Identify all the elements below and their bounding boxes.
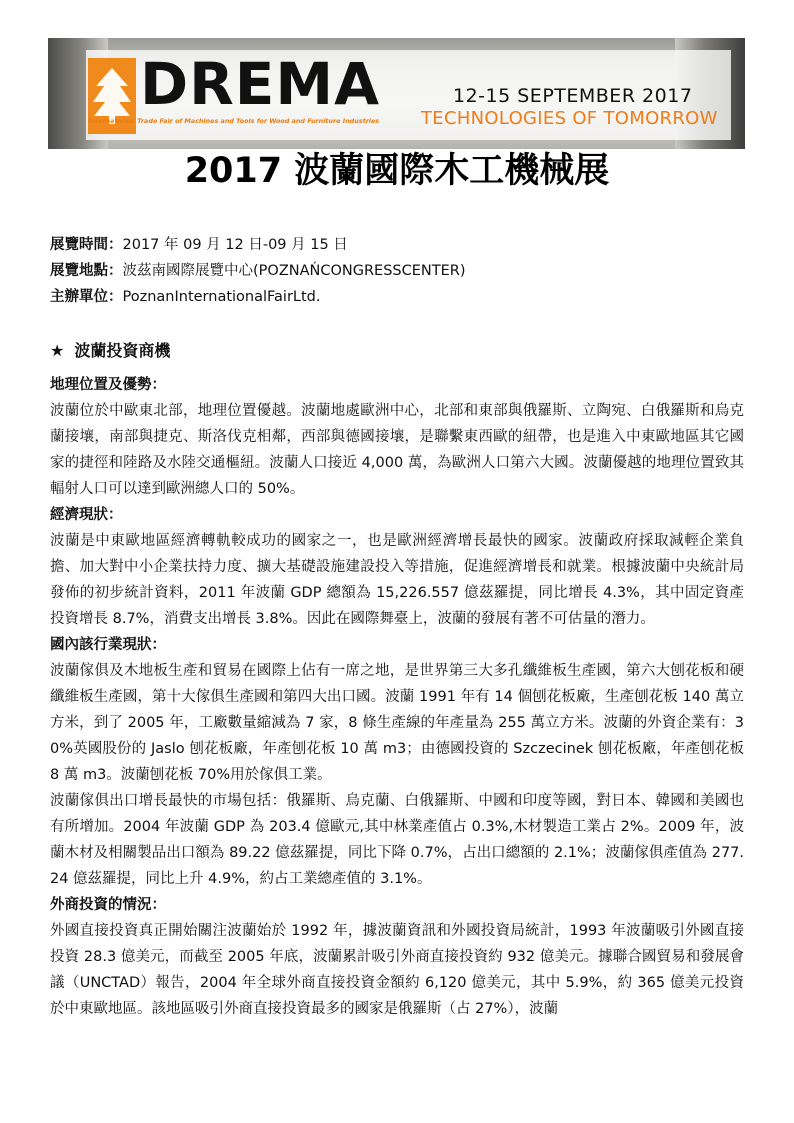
venue-label: 展覽地點：	[50, 263, 123, 279]
venue-value: 波茲南國際展覽中心(POZNAŃCONGRESSCENTER)	[122, 263, 466, 279]
time-label: 展覽時間：	[50, 237, 123, 253]
economy-paragraph: 波蘭是中東歐地區經濟轉軌較成功的國家之一，也是歐洲經濟增長最快的國家。波蘭政府採取減輕企業負擔、加大對中小企業扶持力度、擴大基礎設施建設投入等措施，促進經濟增長和就業。根據波蘭中央統計局發佈的初步統計資料，2011 年波蘭 GDP 總額為 15,226.557 億茲羅提，同比增長 4.3%，其中固定資產投資增長 8.7%，消費支出增長 3.8%。因此在國際舞臺上，波蘭的發展有著不可估量的潛力。	[50, 533, 744, 627]
fdi-paragraph: 外國直接投資真正開始關注波蘭始於 1992 年，據波蘭資訊和外國投資局統計，1993 年波蘭吸引外國直接投資 28.3 億美元，而截至 2005 年底，波蘭累計吸引外商直接投資約 932 億美元。據聯合國貿易和發展會議（UNCTAD）報告，2004 年全球外商直接投資金額約 6,120 億美元，其中 5.9%，約 365 億美元投資於中東歐地區。該地區吸引外商直接投資最多的國家是俄羅斯（占 27%），波蘭	[50, 923, 744, 1017]
time-value: 2017 年 09 月 12 日-09 月 15 日	[122, 237, 348, 253]
brand-name: DREMA	[140, 50, 381, 118]
section-heading-text: 波蘭投資商機	[74, 341, 171, 360]
exhibition-info	[50, 232, 466, 310]
star-icon: ★	[50, 341, 65, 360]
page-title: 2017 波蘭國際木工機械展	[184, 151, 610, 191]
industry-subheading: 國內該行業現狀：	[50, 637, 166, 653]
fair-tagline: TECHNOLOGIES OF TOMORROW	[421, 108, 718, 129]
industry-paragraph-2: 波蘭傢俱出口增長最快的市場包括：俄羅斯、烏克蘭、白俄羅斯、中國和印度等國，對日本、韓國和美國也有所增加。2004 年波蘭 GDP 為 203.4 億歐元,其中林業產值占 0.3%,木材製造工業占 2%。2009 年，波蘭木材及相關製品出口額為 89.22 億茲羅提，同比下降 0.7%，占出口總額的 2.1%；波蘭傢俱產值為 277.24 億茲羅提，同比上升 4.9%，約占工業總產值的 3.1%。	[50, 793, 744, 887]
article-body	[50, 372, 744, 1022]
fdi-subheading: 外商投資的情況：	[50, 897, 166, 913]
exhibition-venue-row	[50, 258, 466, 284]
exhibition-time-row	[50, 232, 466, 258]
geo-paragraph: 波蘭位於中歐東北部，地理位置優越。波蘭地處歐洲中心，北部和東部與俄羅斯、立陶宛、白俄羅斯和烏克蘭接壤，南部與捷克、斯洛伐克相鄰，西部與德國接壤，是聯繫東西歐的紐帶，也是進入中東歐地區其它國家的捷徑和陸路及水陸交通樞紐。波蘭人口接近 4,000 萬，為歐洲人口第六大國。波蘭優越的地理位置致其輻射人口可以達到歐洲總人口的 50%。	[50, 403, 744, 497]
organizer-value: PoznanInternationalFairLtd.	[122, 289, 321, 305]
organizer-label: 主辦單位：	[50, 289, 123, 305]
section-heading	[50, 338, 170, 361]
economy-subheading: 經濟現狀：	[50, 507, 123, 523]
industry-paragraph-1: 波蘭傢俱及木地板生產和貿易在國際上佔有一席之地，是世界第三大多孔纖維板生產國，第六大刨花板和硬纖維板生產國，第十大傢俱生產國和第四大出口國。波蘭 1991 年有 14 個刨花板廠，生產刨花板 140 萬立方米，到了 2005 年，工廠數量縮減為 7 家，8 條生產線的年產量為 255 萬立方米。波蘭的外資企業有：30%英國股份的 Jaslo 刨花板廠，年產刨花板 10 萬 m3；由德國投資的 Szczecinek 刨花板廠，年產刨花板 8 萬 m3。波蘭刨花板 70%用於傢俱工業。	[50, 663, 744, 783]
organizer-row	[50, 284, 466, 310]
geo-subheading: 地理位置及優勢：	[50, 377, 166, 393]
fair-dates: 12-15 SEPTEMBER 2017	[453, 85, 693, 107]
drema-banner	[48, 38, 745, 149]
brand-subtitle: International Trade Fair of Machines and Tools for Wood and Furniture Industries	[88, 117, 380, 125]
